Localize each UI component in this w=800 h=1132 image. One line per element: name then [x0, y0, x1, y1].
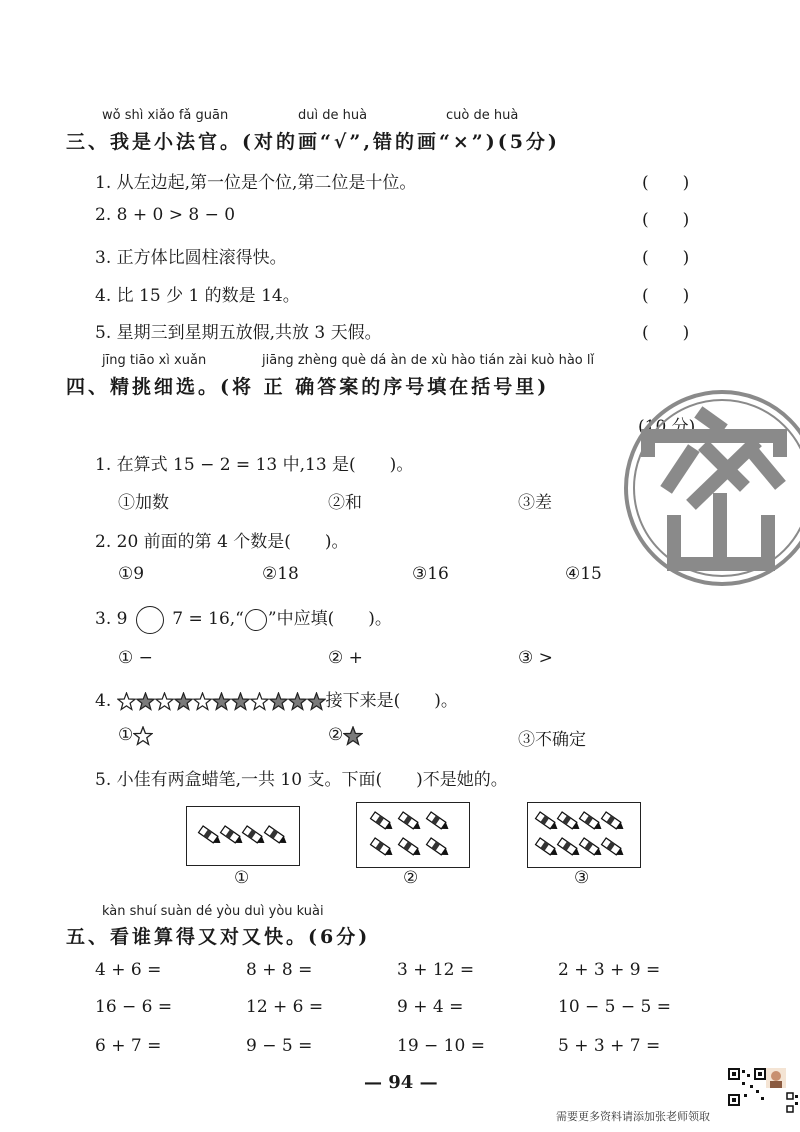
statement-text: 2. 8 + 0 > 8 − 0: [95, 205, 236, 225]
crayon-icon: [558, 812, 582, 832]
question-text: 5. 小佳有两盒蜡笔,一共 10 支。下面( )不是她的。: [95, 770, 508, 790]
qr-code-icon: [728, 1068, 766, 1106]
calc-problem: 4 + 6 =: [95, 960, 162, 980]
filled-star-icon: [269, 692, 288, 711]
section-heading: 五、看谁算得又对又快。(6分): [66, 926, 371, 948]
crayon-icon: [399, 838, 423, 858]
answer-blank[interactable]: ( ): [642, 286, 690, 306]
crayon-icon: [221, 826, 245, 846]
option-label: ①: [118, 725, 134, 745]
hollow-star-icon: [193, 692, 212, 711]
crayon-icon: [602, 838, 626, 858]
filled-star-icon: [288, 692, 307, 711]
pinyin-line: cuò de huà: [446, 108, 519, 123]
calc-problem: 9 − 5 =: [246, 1036, 313, 1056]
question-middle: 7 = 16,“: [172, 609, 244, 629]
pinyin-line: kàn shuí suàn dé yòu duì yòu kuài: [102, 904, 324, 919]
option[interactable]: ①加数: [118, 493, 169, 513]
answer-blank[interactable]: ( ): [642, 323, 690, 343]
option[interactable]: ②18: [262, 564, 299, 584]
calc-problem: 9 + 4 =: [397, 997, 464, 1017]
option-label: ②: [328, 725, 344, 745]
filled-star-icon: [343, 726, 363, 746]
hollow-star-icon: [155, 692, 174, 711]
filled-star-icon: [231, 692, 250, 711]
calc-problem: 16 − 6 =: [95, 997, 173, 1017]
answer-blank[interactable]: ( ): [642, 248, 690, 268]
crayon-icon: [427, 838, 451, 858]
crayon-box-3: [527, 802, 641, 868]
option[interactable]: ②和: [328, 493, 362, 513]
crayon-icon: [199, 826, 223, 846]
option-label[interactable]: ①: [234, 868, 250, 888]
crayon-icon: [580, 812, 604, 832]
statement-text: 1. 从左边起,第一位是个位,第二位是十位。: [95, 173, 417, 193]
calc-problem: 5 + 3 + 7 =: [558, 1036, 661, 1056]
crayon-icon: [265, 826, 289, 846]
filled-star-icon: [136, 692, 155, 711]
calc-problem: 10 − 5 − 5 =: [558, 997, 672, 1017]
star-sequence: [117, 691, 326, 711]
crayon-icon: [602, 812, 626, 832]
crayon-box-2: [356, 802, 470, 868]
statement-text: 3. 正方体比圆柱滚得快。: [95, 248, 287, 268]
calc-problem: 19 − 10 =: [397, 1036, 485, 1056]
statement-text: 4. 比 15 少 1 的数是 14。: [95, 286, 300, 306]
option[interactable]: ③不确定: [518, 730, 586, 750]
question-prefix: 3. 9: [95, 609, 128, 629]
calc-problem: 8 + 8 =: [246, 960, 313, 980]
option[interactable]: ③差: [518, 493, 552, 513]
crayon-icon: [243, 826, 267, 846]
statement-text: 5. 星期三到星期五放假,共放 3 天假。: [95, 323, 382, 343]
hollow-star-icon: [133, 726, 153, 746]
option[interactable]: ①9: [118, 564, 145, 584]
option[interactable]: ② +: [328, 648, 363, 668]
crayon-icon: [558, 838, 582, 858]
option[interactable]: ④15: [565, 564, 602, 584]
pinyin-line: wǒ shì xiǎo fǎ guān: [102, 108, 229, 123]
section-heading: 三、我是小法官。(对的画“√”,错的画“×”)(5分): [66, 131, 560, 153]
avatar-icon: [766, 1068, 786, 1088]
filled-star-icon: [212, 692, 231, 711]
option[interactable]: ① −: [118, 648, 153, 668]
crayon-box-1: [186, 806, 300, 866]
crayon-icon: [371, 812, 395, 832]
answer-blank[interactable]: ( ): [642, 173, 690, 193]
footer-note: 需要更多资料请添加张老师领取: [556, 1110, 710, 1123]
hollow-star-icon: [117, 692, 136, 711]
crayon-icon: [536, 838, 560, 858]
crayon-icon: [580, 838, 604, 858]
score-label: (10 分): [638, 417, 696, 437]
option[interactable]: ③16: [412, 564, 449, 584]
crayon-icon: [536, 812, 560, 832]
circle-blank-icon: [136, 606, 164, 634]
answer-blank[interactable]: ( ): [642, 210, 690, 230]
filled-star-icon: [307, 692, 326, 711]
pinyin-line: jīng tiāo xì xuǎn: [102, 353, 207, 368]
option-label[interactable]: ②: [403, 868, 419, 888]
secret-stamp-icon: [600, 388, 800, 588]
question-suffix: 接下来是( )。: [325, 691, 458, 711]
option-label[interactable]: ③: [574, 868, 590, 888]
page-number: — 94 —: [364, 1072, 438, 1093]
hollow-star-icon: [250, 692, 269, 711]
option[interactable]: [328, 725, 363, 746]
question-suffix: ”中应填( )。: [267, 609, 392, 629]
crayon-icon: [371, 838, 395, 858]
calc-problem: 3 + 12 =: [397, 960, 475, 980]
option[interactable]: ③ >: [518, 648, 553, 668]
filled-star-icon: [174, 692, 193, 711]
qr-code-icon: [786, 1092, 800, 1114]
calc-problem: 6 + 7 =: [95, 1036, 162, 1056]
section-heading: 四、精挑细选。(将 正 确答案的序号填在括号里): [66, 376, 550, 398]
crayon-icon: [399, 812, 423, 832]
calc-problem: 12 + 6 =: [246, 997, 324, 1017]
question-prefix: 4.: [95, 691, 112, 711]
crayon-icon: [427, 812, 451, 832]
pinyin-line: jiāng zhèng què dá àn de xù hào tián zài kuò hào lǐ: [262, 353, 595, 368]
calc-problem: 2 + 3 + 9 =: [558, 960, 661, 980]
option[interactable]: [118, 725, 153, 746]
pinyin-line: duì de huà: [298, 108, 368, 123]
question-text: [95, 604, 392, 634]
circle-blank-icon: [245, 609, 267, 631]
question-text: 1. 在算式 15 − 2 = 13 中,13 是( )。: [95, 455, 414, 475]
question-text: [95, 686, 458, 711]
question-text: 2. 20 前面的第 4 个数是( )。: [95, 532, 349, 552]
